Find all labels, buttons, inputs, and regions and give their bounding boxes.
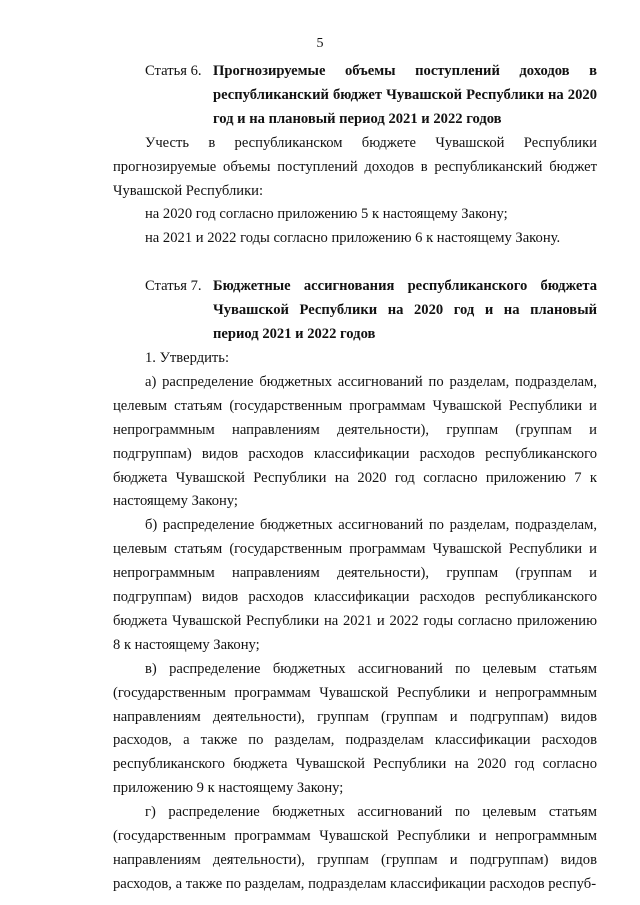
document-body bbox=[113, 60, 597, 897]
article-6-title: Прогнозируемые объемы поступлений доходов в республиканский бюджет Чувашской Республики на 2020 год и на плановый период 2021 и 2022 годов bbox=[213, 63, 597, 127]
article-6-paragraph: на 2021 и 2022 годы согласно приложению 6 к настоящему Закону. bbox=[145, 230, 561, 247]
article-7-paragraph: б) распределение бюджетных ассигнований по разделам, подразделам, целевым статьям (государственным программам Чувашской Республики и непрограммным направлениям деятельности), группам (группам и подгруппам) видов расходов классификации расходов республиканского бюджета Чувашской Республики на 2021 и 2022 годы согласно приложению 8 к настоящему Закону; bbox=[113, 517, 597, 653]
article-7-heading bbox=[113, 275, 597, 347]
article-6-heading bbox=[113, 60, 597, 132]
article-7-paragraph: 1. Утвердить: bbox=[145, 349, 230, 366]
article-7-paragraph: в) распределение бюджетных ассигнований по целевым статьям (государственным программам Чувашской Республики и непрограммным направлениям деятельности), группам (группам и подгруппам) видов расходов, а также по разделам, подразделам классификации расходов республиканского бюджета Чувашской Республики на 2020 год согласно приложению 9 к настоящему Закону; bbox=[113, 660, 597, 797]
article-7-title: Бюджетные ассигнования республиканского бюджета Чувашской Республики на 2020 год и на плановый период 2021 и 2022 годов bbox=[213, 278, 597, 343]
section-gap bbox=[113, 251, 597, 275]
article-7-label: Статья 7. bbox=[145, 278, 202, 295]
article-6-paragraph: Учесть в республиканском бюджете Чувашской Республики прогнозируемые объемы поступлений доходов в республиканский бюджет Чувашской Республики: bbox=[113, 134, 597, 199]
article-7-paragraph: а) распределение бюджетных ассигнований по разделам, подразделам, целевым статьям (государственным программам Чувашской Республики и непрограммным направлениям деятельности), группам (группам и подгруппам) видов расходов классификации расходов республиканского бюджета Чувашской Республики на 2020 год согласно приложению 7 к настоящему Закону; bbox=[113, 373, 597, 510]
article-7-paragraph: г) распределение бюджетных ассигнований по целевым статьям (государственным программам Чувашской Республики и непрограммным направлениям деятельности), группам (группам и подгруппам) видов расходов, а также по разделам, подразделам классификации расходов респуб- bbox=[113, 804, 597, 892]
article-6-paragraph: на 2020 год согласно приложению 5 к настоящему Закону; bbox=[145, 206, 508, 223]
article-6-label: Статья 6. bbox=[145, 63, 202, 79]
page-number: 5 bbox=[316, 36, 324, 51]
